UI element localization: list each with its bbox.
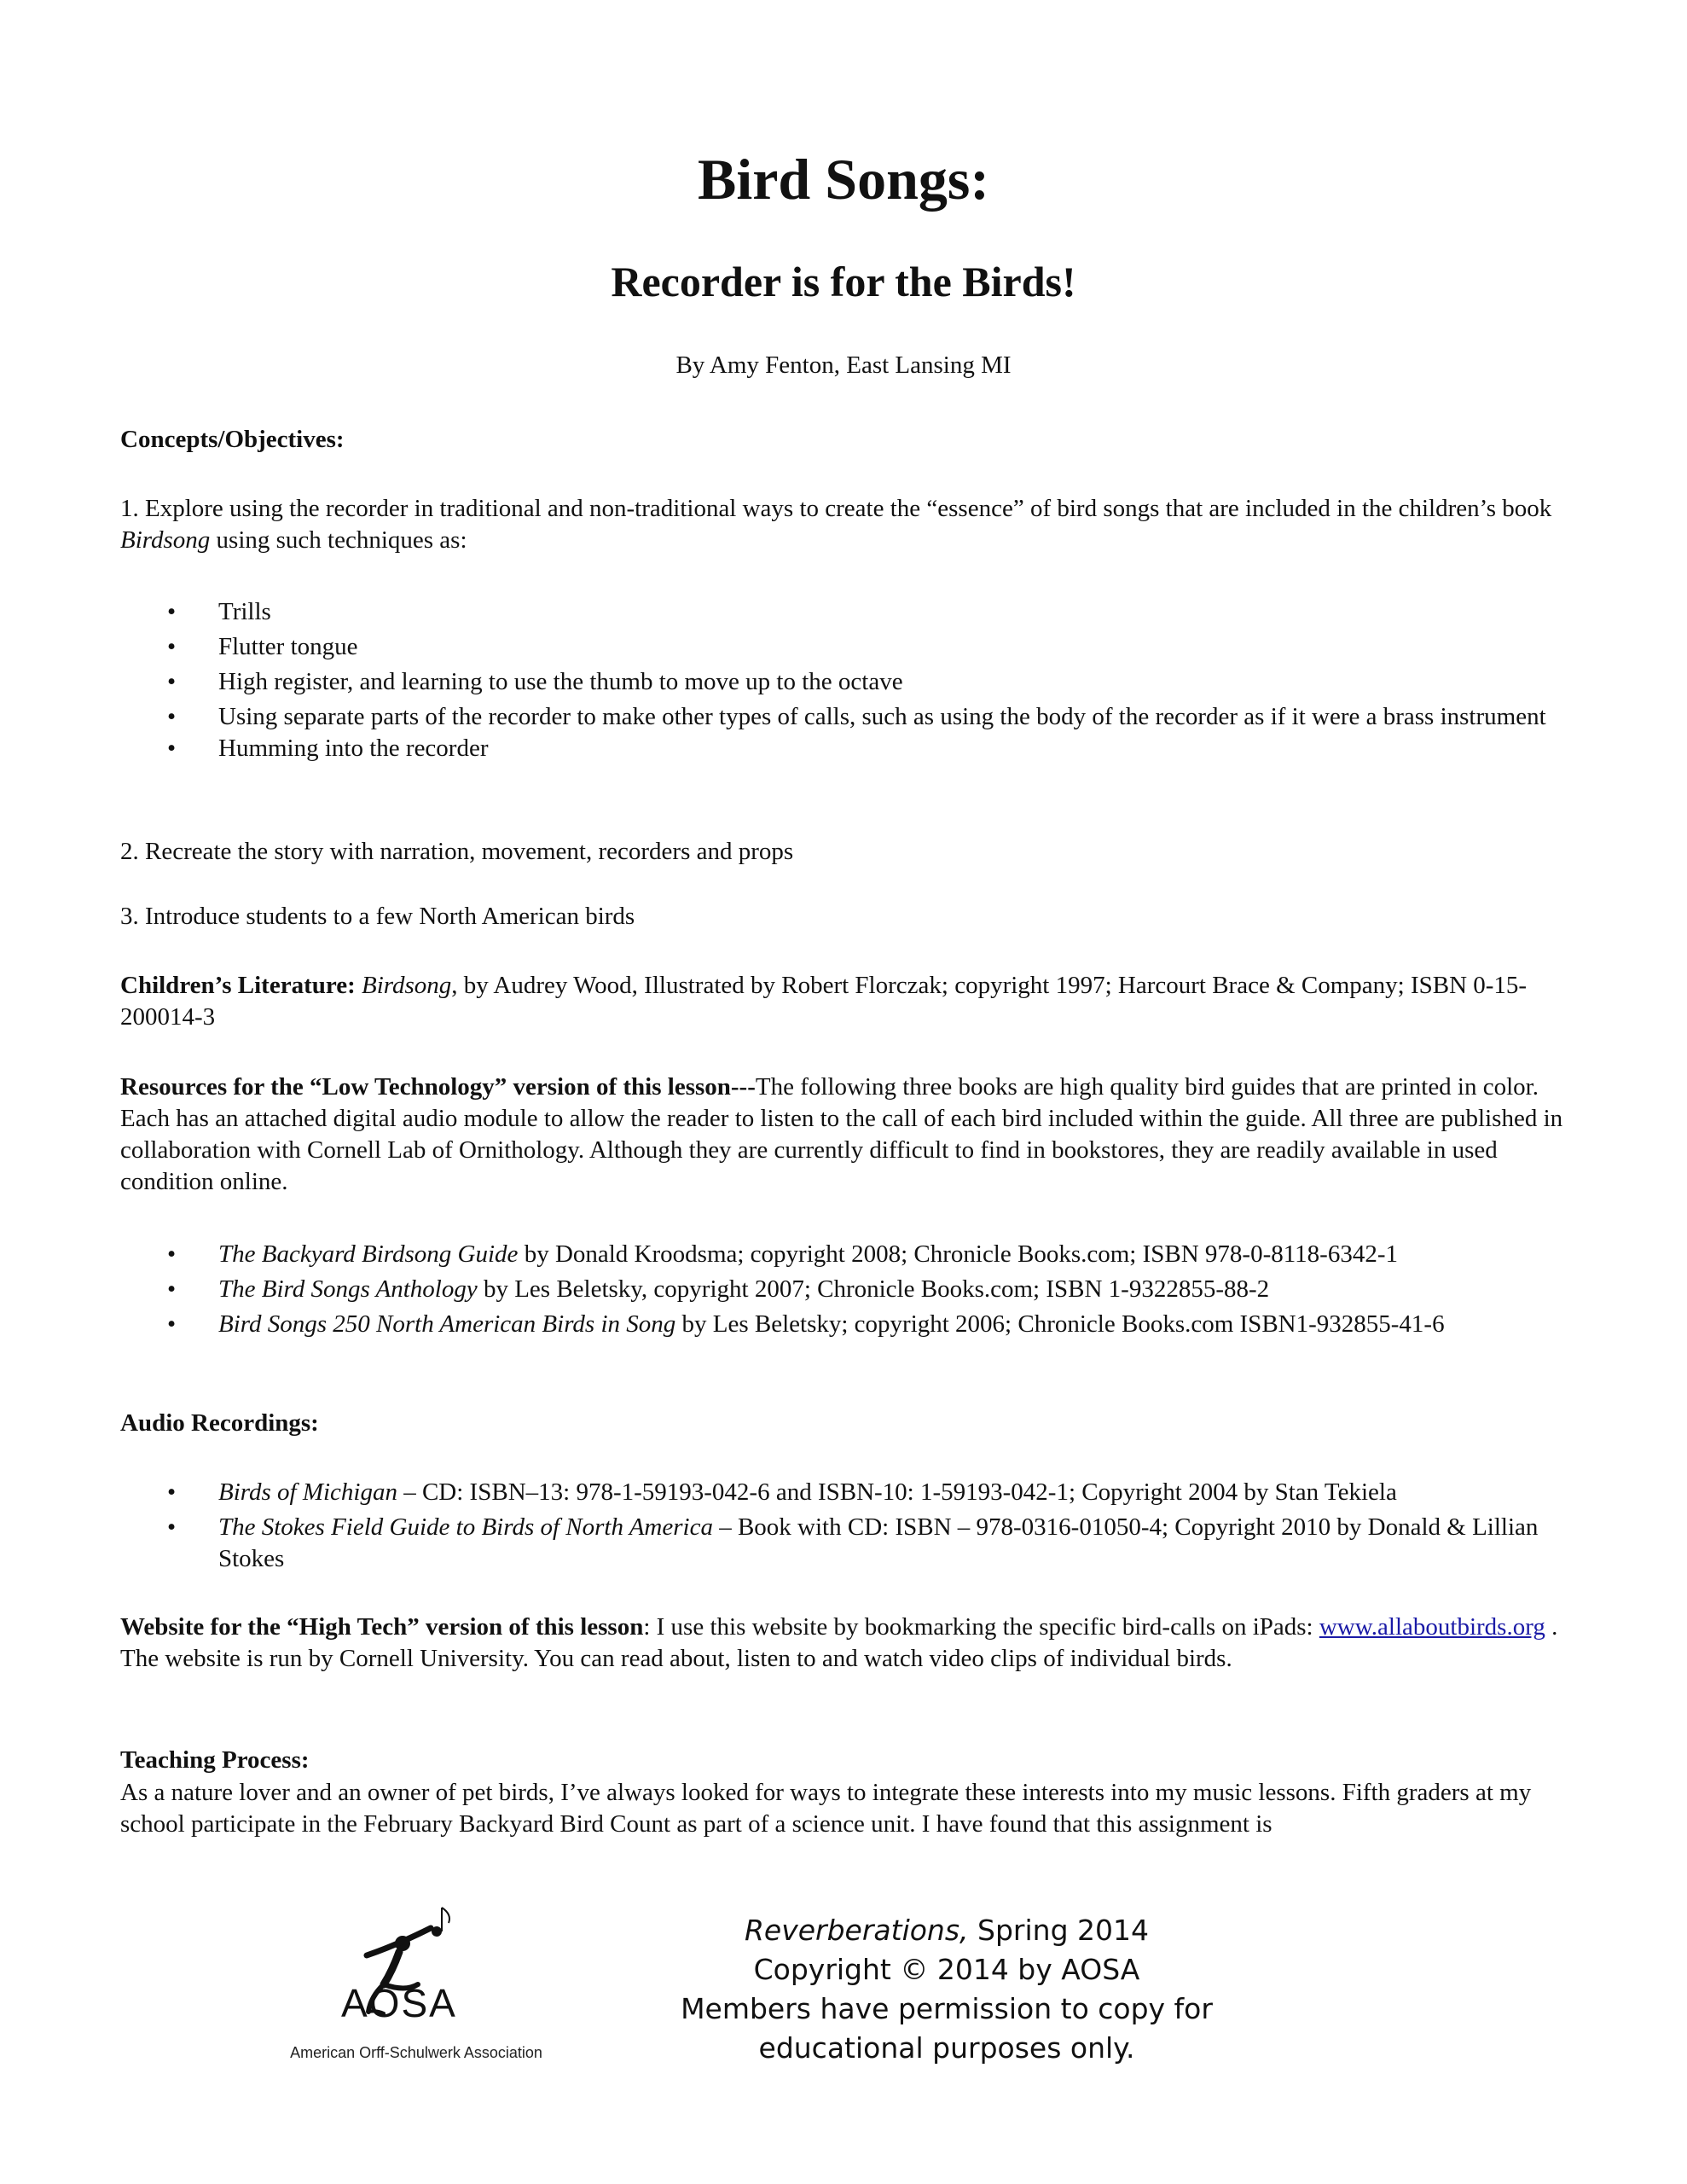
website-text-2: . The website is run by Cornell University. You can read about, listen to and watch video clips of individual birds. [120, 1613, 1558, 1672]
audio-title: Birds of Michigan [218, 1478, 397, 1506]
book-details: by Les Beletsky, copyright 2007; Chronicle Books.com; ISBN 1-9322855-88-2 [477, 1275, 1270, 1303]
book-title: The Backyard Birdsong Guide [218, 1240, 519, 1268]
teaching-heading: Teaching Process: [120, 1746, 310, 1774]
book-title: The Bird Songs Anthology [218, 1275, 478, 1303]
list-item [120, 1274, 1570, 1305]
objective-3: 3. Introduce students to a few North American birds [120, 903, 635, 930]
aosa-logo-text: AOSA [341, 1981, 457, 2025]
audio-heading: Audio Recordings: [120, 1409, 319, 1437]
objective-1-book: Birdsong [120, 526, 211, 554]
aosa-logo-subtitle: American Orff-Schulwerk Association [290, 2044, 542, 2061]
list-item: • Using separate parts of the recorder to make other types of calls, such as using the body of the recorder as if it were a brass instrument [120, 701, 1570, 733]
teaching-paragraph: As a nature lover and an owner of pet birds, I’ve always looked for ways to integrate these interests into my music lessons. Fifth graders at my school participate in the February Backyard Bird Count as part of a science unit. I have found that this assignment is [120, 1779, 1532, 1838]
list-item: • Trills [120, 596, 1570, 628]
resources-label: Resources for the “Low Technology” version of this lesson--- [120, 1073, 756, 1101]
concepts-heading: Concepts/Objectives: [120, 426, 345, 453]
audio-list [120, 1477, 1570, 1575]
journal-season: Spring 2014 [968, 1914, 1150, 1947]
footer-permission-1: Members have permission to copy for [681, 1992, 1213, 2025]
footer-copyright-note [657, 1911, 1237, 2068]
book-details: by Les Beletsky; copyright 2006; Chronicle Books.com ISBN1-932855-41-6 [675, 1310, 1445, 1338]
audio-title: The Stokes Field Guide to Birds of North America [218, 1513, 713, 1541]
bird-guide-list [120, 1239, 1570, 1340]
page-subtitle: Recorder is for the Birds! [611, 258, 1076, 305]
objective-1-text-a: 1. Explore using the recorder in traditional and non-traditional ways to create the “essence” of bird songs that are included in the children’s book [120, 495, 1552, 522]
list-item [120, 1309, 1570, 1340]
literature-text: , by Audrey Wood, Illustrated by Robert Florczak; copyright 1997; Harcourt Brace & Company; ISBN 0-15-200014-3 [120, 972, 1528, 1031]
audio-details: – Book with CD: ISBN – 978-0316-01050-4; Copyright 2010 by Donald & Lillian Stokes [218, 1513, 1539, 1572]
objective-2: 2. Recreate the story with narration, movement, recorders and props [120, 838, 794, 865]
audio-details: – CD: ISBN–13: 978-1-59193-042-6 and ISBN-10: 1-59193-042-1; Copyright 2004 by Stan Tekiela [397, 1478, 1397, 1506]
journal-name: Reverberations, [744, 1914, 969, 1947]
objective-1-text-b: using such techniques as: [210, 526, 467, 554]
childrens-literature [120, 970, 1570, 1033]
footer-copyright: Copyright © 2014 by AOSA [753, 1953, 1140, 1986]
literature-label: Children’s Literature: [120, 972, 356, 999]
page-title: Bird Songs: [698, 147, 989, 212]
resources-text: The following three books are high quality bird guides that are printed in color. Each has an attached digital audio module to allow the reader to listen to the call of each bird included within the guide. All three are published in collaboration with Cornell Lab of Ornithology. Although they are currently difficult to find in bookstores, they are readily available in used condition online. [120, 1073, 1563, 1195]
website-text-1: : I use this website by bookmarking the specific bird-calls on iPads: [643, 1613, 1319, 1641]
footer-permission-2: educational purposes only. [758, 2031, 1135, 2065]
objective-1 [120, 493, 1570, 556]
book-title: Bird Songs 250 North American Birds in Song [218, 1310, 676, 1338]
website-label: Website for the “High Tech” version of this lesson [120, 1613, 644, 1641]
list-item [120, 1477, 1570, 1508]
list-item: • Flutter tongue [120, 631, 1570, 663]
book-details: by Donald Kroodsma; copyright 2008; Chronicle Books.com; ISBN 978-0-8118-6342-1 [518, 1240, 1398, 1268]
website-paragraph [120, 1612, 1570, 1675]
allaboutbirds-link[interactable]: www.allaboutbirds.org [1319, 1613, 1545, 1641]
literature-book: Birdsong [362, 972, 452, 999]
resources-paragraph [120, 1072, 1570, 1198]
list-item: • Humming into the recorder [120, 733, 1570, 764]
techniques-list [120, 596, 1570, 764]
list-item [120, 1239, 1570, 1270]
footer-journal-line [657, 1911, 1237, 1950]
list-item: • High register, and learning to use the thumb to move up to the octave [120, 666, 1570, 698]
author-byline: By Amy Fenton, East Lansing MI [675, 351, 1012, 379]
list-item [120, 1512, 1570, 1575]
